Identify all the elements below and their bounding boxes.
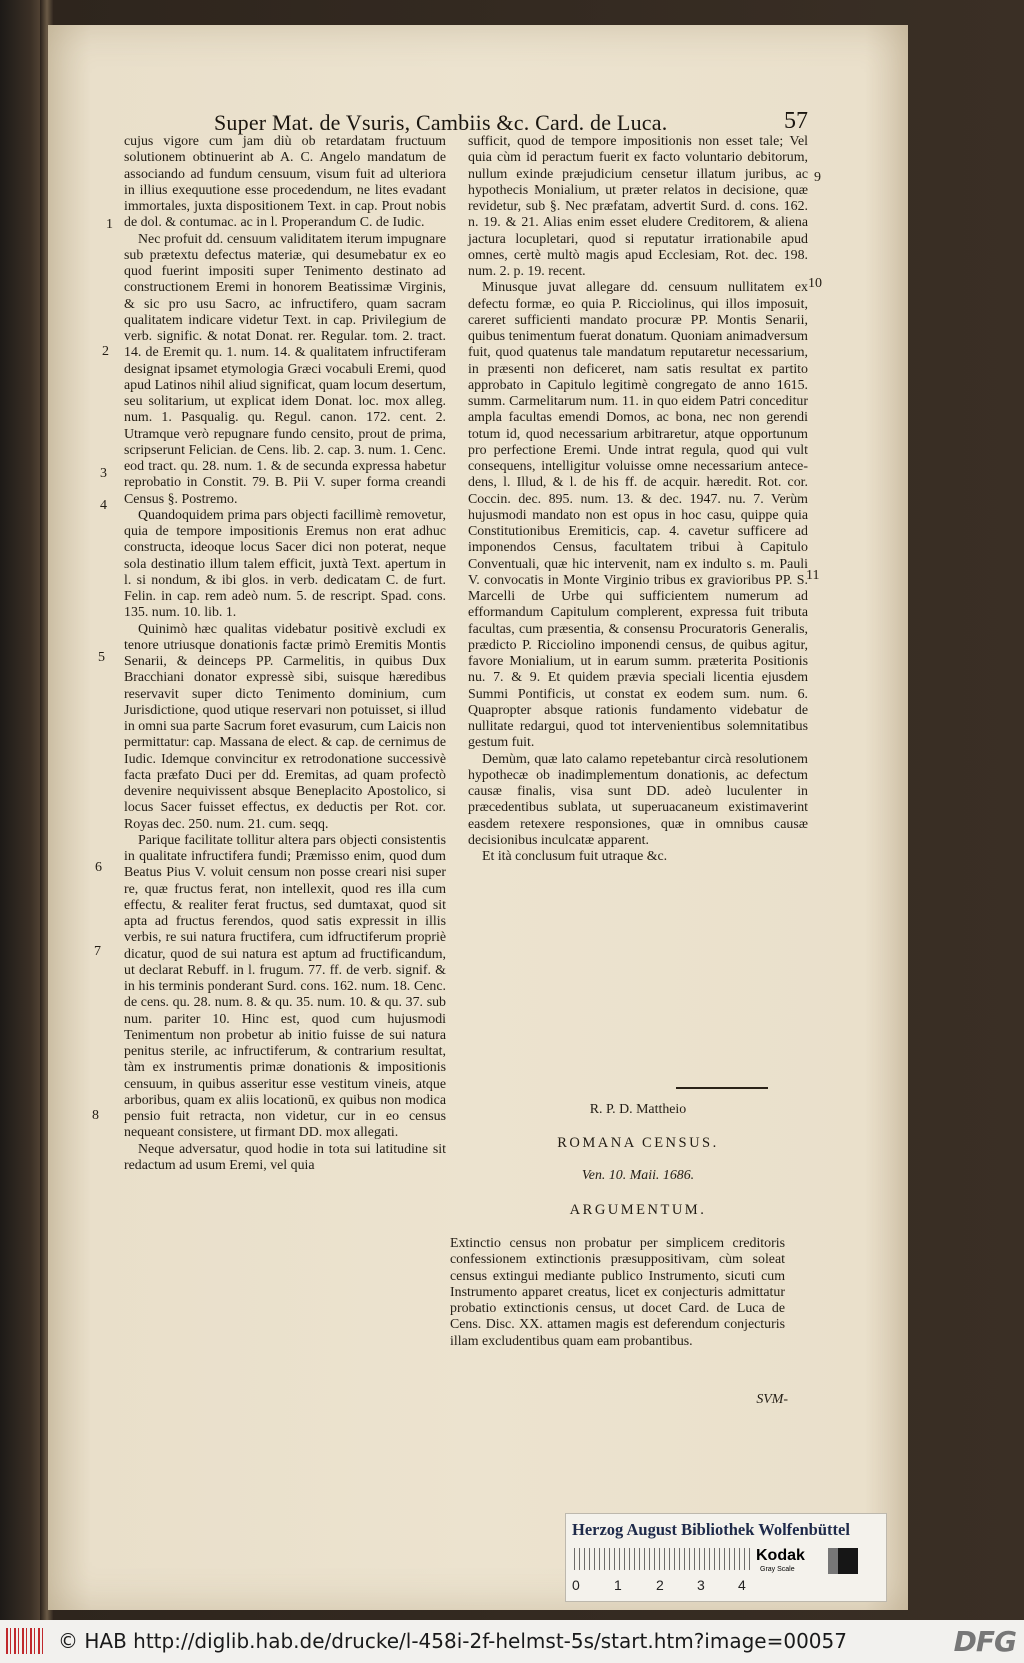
paragraph: Demùm, quæ lato calamo repetebantur circà resolutionem hypothecæ ob inadimplementum donationis, ac defectum causæ finalis, visa sunt DD. adeò luculenter in præcedentibus sublata, ut superuacaneum existimaverint easdem retexere responsiones, quæ in omnibus causæ decisionibus inculcatæ apparent. xyxy=(468,751,808,848)
paragraph: cujus vigore cum jam diù ob retardatam fructuum solutionem obtinuerint ab A. C. Angelo mandatum de associando ad fundum censuum, visum fuit ad ulteriora in illius exequutione esse procedendum, ne lites evadant immortales, juxta dispositionem Text. in cap. Prout nobis de dol. & contumac. ac in l. Properandum C. de Iudic. xyxy=(124,134,446,231)
color-card xyxy=(565,1513,887,1602)
kodak-logo: Kodak xyxy=(756,1547,805,1564)
margin-number: 3 xyxy=(100,466,107,481)
paragraph: Minusque juvat allegare dd. censuum nullitatem ex defectu formæ, eo quia P. Ricciolinus, qui illos imposuit, careret sufficienti mandato procuræ PP. Montis Senarii, quibus tenimentum fuerat donatum. Quoniam animadversum fuit, quod quatenus tale mandatum reputaretur necessarium, in præsenti non deficeret, nam satis resultat ex partito approbato in Capitulo legitimè congregato de anno 1615. summ. Carmelitarum num. 11. in quo eidem Patri conceditur ampla facultas emendi Domos, ac bona, nec non gerendi totum id, quod necessarium arbitraretur, atque opportunum pro perfectione Eremi. Unde intrat regula, quod qui vult consequens, intelligitur voluisse omne necessarium antecedens, l. Illud, & l. de his ff. de acquir. hæredit. Rot. cor. Coccin. dec. 895. num. 13. & dec. 1947. nu. 7. Verùm hujusmodi mandato non est opus in hoc casu, quippe quia Constitutionibus Eremiticis, cap. 4. cavetur sufficere ad imponendos Census, facultatem tribui à Capitulo Conventuali, quæ hic intervenit, nam ex indulto s. m. Pauli V. convocatis in Monte Virginio tribus ex gravioribus PP. S. Marcelli de Urbe qui sufficientem numerum ad efformandum Capitulum complerent, expressa fuit tributa facultas, cum præsentia, & consensu Procuratoris Generalis, prædicto P. Ricciolino imponendi census, de quibus agitur, favore Monialium, ut in earum summ. præterita Positionis nu. 7. & 9. Et quidem prævia speciali licentia ejusdem Summi Pontificis, ut constat ex eodem sum. num. 6. Quapropter absque rationis fundamento videbatur de nullitate redargui, quod tot intervenientibus solemnitatibus gestum fuit. xyxy=(468,280,808,751)
paragraph: Neque adversatur, quod hodie in tota sui latitudine sit redactum ad usum Eremi, vel quia xyxy=(124,1141,446,1173)
margin-number: 8 xyxy=(92,1108,99,1123)
catchword: SVM- xyxy=(756,1392,788,1407)
case-title: ROMANA CENSUS. xyxy=(557,1135,719,1151)
margin-number: 6 xyxy=(95,860,102,875)
ruler-number: 1 xyxy=(614,1577,622,1593)
scale-ruler xyxy=(574,1548,754,1570)
paragraph: Parique facilitate tollitur altera pars objecti consistentis in qualitate infructifera fundi; Præmisso enim, quod dum Beatus Pius V. voluit censum non posse creari nisi super re, quæ fructus ferat, non intellexit, quod res illa cum effectu, & realiter ferat fructus, sed dumtaxat, quod sit apta ad fructus ferendos, quod satis expressit in illis verbis, re sui natura fructifera, cum idfructiferum propriè dicatur, quod de sui natura est aptum ad fructificandum, ut declarat Rebuff. in l. frugum. 77. ff. de verb. signif. & in his terminis ponderant Surd. cons. 162. num. 18. Cenc. de cens. qu. 28. num. 8. & qu. 35. num. 10. & qu. 37. sub num. pariter 10. Hinc est, quod cum hujusmodi Tenimentum non probetur ab initio fuisse de sui natura penitus sterile, ac infructiferum, & contrarium resultat, tàm ex instrumentis primæ donationis & impositionis censuum, in quibus asseritur esse vestitum vineis, atque arboribus, quam ex aliis locationū, ex quibus non modica pensio fuit retracta, non videtur, cur in eo census nequeant consistere, ut firmant DD. mox allegati. xyxy=(124,832,446,1141)
right-column xyxy=(468,134,808,865)
ruler-number: 2 xyxy=(656,1577,664,1593)
source-url[interactable]: © HAB http://diglib.hab.de/drucke/l-458i-2f-helmst-5s/start.htm?image=00057 xyxy=(58,1629,847,1653)
footer-bar xyxy=(0,1620,1024,1663)
margin-number: 9 xyxy=(814,170,821,185)
dfg-logo: DFG xyxy=(953,1625,1016,1658)
decision-date: Ven. 10. Maii. 1686. xyxy=(581,1168,695,1183)
paragraph: Nec profuit dd. censuum validitatem iterum impugnare sub prætextu defectus materiæ, qui desumebatur ex eo quod fuerint impositi super Tenimento destinato ad constructionem Eremi in honorem Beatissimæ Virginis, & sic pro usu Sacro, ac infructifero, quam sacram qualitatem indicare videtur Text. in cap. Privilegium de verb. signific. & notat Donat. rer. Regular. tom. 2. tract. 14. de Eremit qu. 1. num. 14. & qualitatem infructiferam designat ipsamet etymologia Græci vocabuli Eremi, quod apud Latinos nihil aliud significat, quam locum desertum, seu solitarium, ut explicat idem Donat. loc. mox alleg. num. 1. Pasqualig. qu. Regul. canon. 172. cent. 2. Utramque verò repugnare fundo censito, prout de prima, scripserunt Felician. de Cens. lib. 2. cap. 3. num. 1. Cenc. eod tract. qu. 28. num. 1. & de secunda expressa habetur reprobatio in Constit. 79. B. Pii V. super forma creandi Census §. Postremo. xyxy=(124,231,446,507)
ruler-number: 4 xyxy=(738,1577,746,1593)
margin-number: 11 xyxy=(806,568,820,583)
section-divider xyxy=(676,1087,768,1089)
paragraph: sufficit, quod de tempore impositionis non esset tale; Vel quia cùm id peractum fuerit ex facto voluntario debitorum, nullum exinde præjudicium censetur illatum juribus, ac hypothecis Monialium, ut præter relatos in decisione, quæ revidetur, sub §. Nec præfatam, advertit Surd. d. cons. 162. n. 19. & 21. Alias enim esset eludere Creditorem, & aliena jactura locupletari, quod si reputatur irrationabile apud omnes, certè multò magis apud Ecclesiam, Rot. dec. 198. num. 2. p. 19. recent. xyxy=(468,134,808,279)
library-name: Herzog August Bibliothek Wolfenbüttel xyxy=(572,1520,850,1539)
gray-scale-label: Gray Scale xyxy=(760,1566,795,1573)
auditor-line: R. P. D. Mattheio xyxy=(589,1102,687,1117)
paragraph: Quinimò hæc qualitas videbatur positivè excludi ex tenore utriusque donationis factæ primò Eremitis Montis Senarii, & deinceps PP. Carmelitis, in quibus Dux Bracchiani donator expressè sibi, suisque hæredibus reservavit super dicto Tenimento dominium, cum Jurisdictione, quod utique reservari non potuisset, si illud in omni sua parte Sacrum foret evasurum, cum Laicis non permittatur: cap. Massana de elect. & cap. de cernimus de Iudic. Idemque convincitur ex retrodonatione successivè facta præfato Duci per dd. Eremitas, ad quam profectò devenire nequivissent absque Beneplacito Apostolico, si locus Sacer fuisset effectus, ex deductis per Rot. cor. Royas dec. 250. num. 21. cum. seqq. xyxy=(124,621,446,832)
ruler-number: 0 xyxy=(572,1577,580,1593)
margin-number: 7 xyxy=(94,944,101,959)
ruler-number: 3 xyxy=(697,1577,705,1593)
argumentum-title: ARGUMENTUM. xyxy=(569,1202,707,1218)
margin-number: 4 xyxy=(100,498,107,513)
argumentum-text: Extinctio census non probatur per simplicem creditoris confessionem extinctionis præsuppositivam, cùm soleat census extingui mediante publico Instrumento, sicuti cum Instrumento apparet creatus, licet ex conjecturis admittatur probatio extinctionis census, ut docet Card. de Luca de Cens. Disc. XX. attamen magis est deferendum conjecturis illam excludentibus quam eam probantibus. xyxy=(450,1236,785,1349)
paragraph: Quandoquidem prima pars objecti facillimè removetur, quia de tempore impositionis Eremus non erat adhuc constructa, ideoque locus Sacer dici non poterat, neque sola destinatio illum talem efficit, juxtà Text. apertum in l. si nondum, & ibi glos. in verb. dedicatam C. de furt. Felin. in cap. rem adeò num. 5. de rescript. Spad. cons. 135. num. 10. lib. 1. xyxy=(124,507,446,621)
page-number: 57 xyxy=(784,108,808,134)
margin-number: 10 xyxy=(808,276,822,291)
margin-number: 2 xyxy=(102,344,109,359)
margin-number: 5 xyxy=(98,650,105,665)
paragraph: Et ità conclusum fuit utraque &c. xyxy=(482,849,668,864)
left-column xyxy=(124,134,446,1174)
black-swatch xyxy=(838,1548,858,1574)
barcode-icon xyxy=(6,1628,44,1654)
running-head: Super Mat. de Vsuris, Cambiis &c. Card. de Luca. xyxy=(214,110,668,135)
margin-number: 1 xyxy=(106,217,113,232)
gray-swatch xyxy=(828,1548,838,1574)
